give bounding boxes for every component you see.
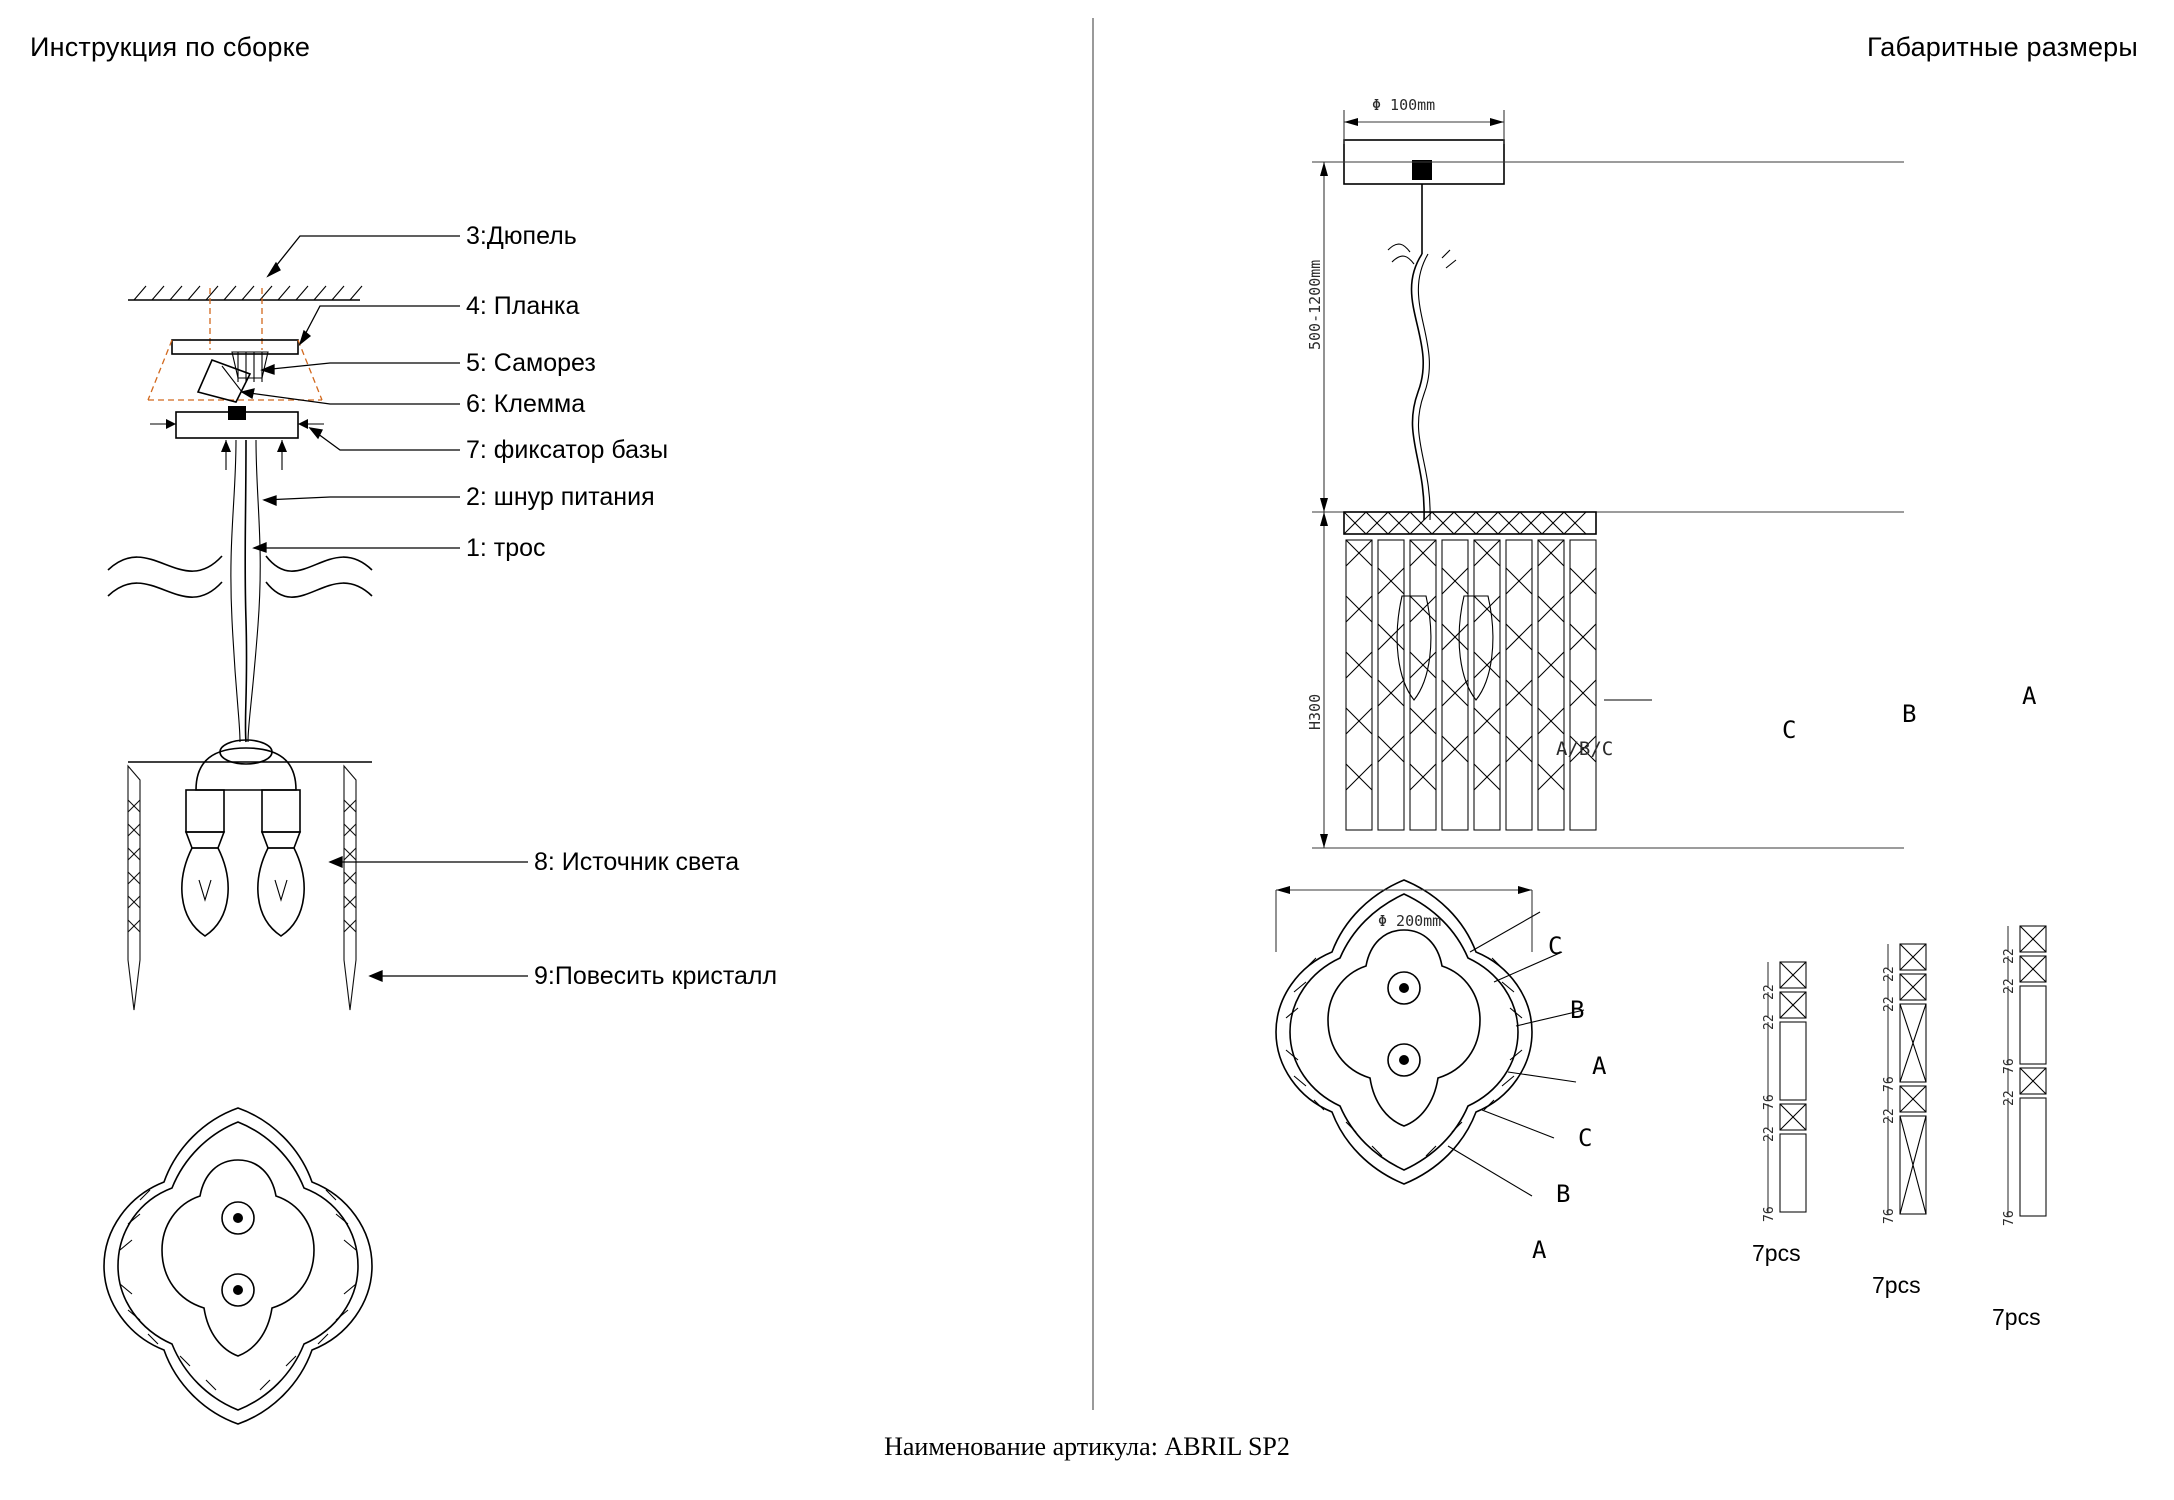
part-b-seg-2: 22 (1882, 996, 1897, 1012)
callout-7-base-fixer: 7: фиксатор базы (466, 436, 669, 464)
plan-marker-a2: A (1532, 1236, 1547, 1264)
part-b-seg-4: 22 (1882, 1108, 1897, 1124)
dim-shade-diameter: Φ 200mm (1378, 912, 1442, 930)
plan-marker-a1: A (1592, 1052, 1607, 1080)
part-qty-b: 7pcs (1872, 1272, 1921, 1298)
callout-1-cable: 1: трос (466, 534, 546, 562)
page-title-left: Инструкция по сборке (30, 32, 311, 62)
dim-suspension-height: 500-1200mm (1306, 259, 1324, 350)
callout-3-dowel: 3:Дюпель (466, 222, 577, 250)
part-c-seg-2: 22 (1762, 1014, 1777, 1030)
part-letter-b: B (1902, 700, 1917, 728)
dim-body-height: H300 (1306, 693, 1324, 730)
part-qty-c: 7pcs (1752, 1240, 1801, 1266)
part-letter-a: A (2022, 682, 2037, 710)
article-name: Наименование артикула: ABRIL SP2 (884, 1432, 1290, 1461)
dimensions-diagram (1092, 0, 2174, 1420)
callout-8-light-source: 8: Источник света (534, 848, 740, 876)
section-label-abc: A/B/C (1556, 738, 1614, 760)
plan-marker-b2: B (1556, 1180, 1571, 1208)
part-qty-a: 7pcs (1992, 1304, 2041, 1330)
callout-2-power-cord: 2: шнур питания (466, 483, 655, 511)
part-c-seg-5: 76 (1762, 1206, 1777, 1222)
callout-4-plate: 4: Планка (466, 292, 580, 320)
callout-9-hang-crystal: 9:Повесить кристалл (534, 962, 778, 990)
callout-5-screw: 5: Саморез (466, 349, 596, 377)
part-a-seg-4: 22 (2002, 1090, 2017, 1106)
part-a-seg-1: 22 (2002, 948, 2017, 964)
part-c-seg-4: 22 (1762, 1126, 1777, 1142)
part-b-seg-5: 76 (1882, 1208, 1897, 1224)
part-a-seg-5: 76 (2002, 1210, 2017, 1226)
base-plan-view (104, 1108, 372, 1424)
dim-canopy-diameter: Φ 100mm (1372, 96, 1436, 114)
part-a-seg-3: 76 (2002, 1058, 2017, 1074)
assembly-diagram (0, 0, 1092, 1420)
part-b-seg-1: 22 (1882, 966, 1897, 982)
part-a-seg-2: 22 (2002, 978, 2017, 994)
page-title-right: Габаритные размеры (1867, 32, 2138, 62)
callout-6-terminal: 6: Клемма (466, 390, 586, 418)
part-c-seg-3: 76 (1762, 1094, 1777, 1110)
part-b-seg-3: 76 (1882, 1076, 1897, 1092)
plan-marker-c2: C (1578, 1124, 1593, 1152)
plan-marker-c1: C (1548, 932, 1563, 960)
part-c-seg-1: 22 (1762, 984, 1777, 1000)
plan-marker-b1: B (1570, 996, 1585, 1024)
part-letter-c: C (1782, 716, 1797, 744)
